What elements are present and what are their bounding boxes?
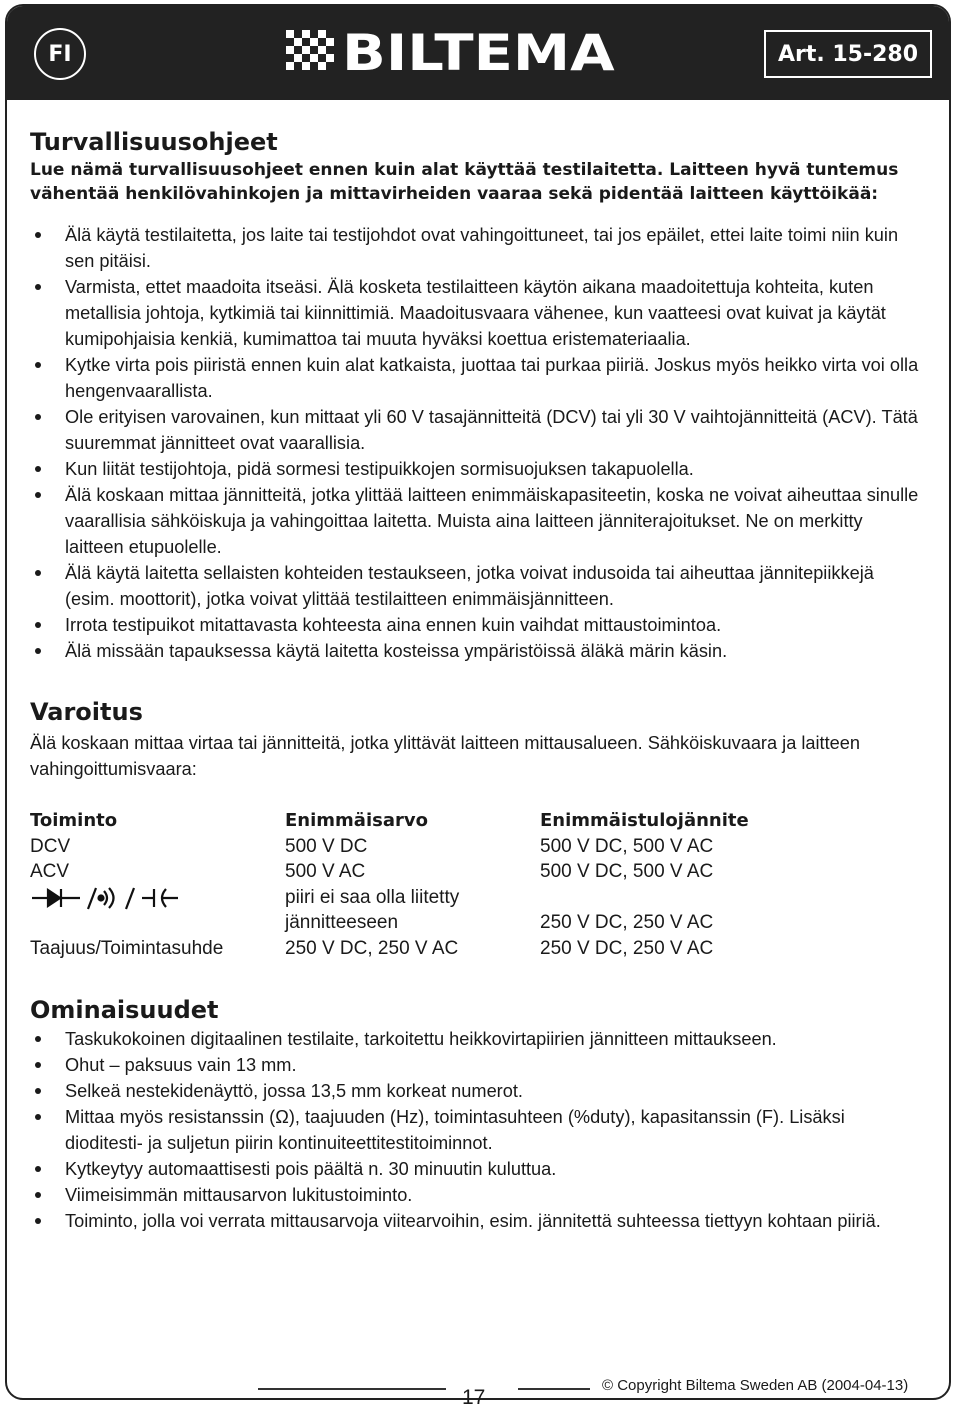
- table-row: [30, 936, 920, 962]
- features-title: Ominaisuudet: [30, 995, 219, 1024]
- table-cell: Taajuus/Toimintasuhde: [30, 937, 224, 959]
- list-item: Selkeä nestekidenäyttö, jossa 13,5 mm korkeat numerot.: [30, 1078, 920, 1104]
- features-list: [30, 1026, 920, 1234]
- page-number: 17: [462, 1386, 486, 1409]
- list-item: Irrota testipuikot mitattavasta kohteesta aina ennen kuin vaihdat mittaustoimintoa.: [30, 612, 920, 638]
- table-cell: piiri ei saa olla liitetty jännitteeseen: [285, 886, 460, 934]
- list-item: Älä missään tapauksessa käytä laitetta kosteissa ympäristöissä äläkä märin käsin.: [30, 638, 920, 664]
- footer-divider: [518, 1388, 590, 1390]
- table-cell: 250 V DC, 250 V AC: [285, 937, 459, 959]
- safety-intro: Lue nämä turvallisuusohjeet ennen kuin alat käyttää testilaitetta. Laitteen hyvä tuntemus vähentää henkilövahinkojen ja mittavirheiden vaaraa sekä pidentää laitteen käyttöikää:: [30, 160, 899, 204]
- diode-continuity-capacitor-icon: [30, 885, 190, 911]
- footer-divider: [258, 1388, 446, 1390]
- page-content: [30, 120, 920, 1234]
- table-cell: 500 V AC: [285, 861, 366, 883]
- safety-section: [30, 128, 920, 664]
- brand-logo: [282, 24, 692, 82]
- table-row: [30, 885, 920, 936]
- list-item: Ole erityisen varovainen, kun mittaat yli 60 V tasajännitteitä (DCV) tai yli 30 V vaihtojännitteitä (ACV). Tätä suuremmat jännitteet ovat vaarallisia.: [30, 404, 920, 456]
- list-item: Mittaa myös resistanssin (Ω), taajuuden (Hz), toimintasuhteen (%duty), kapasitanssin (F). Lisäksi dioditesti- ja suljetun piirin kontinuiteettitestitoiminnot.: [30, 1104, 920, 1156]
- checker-logo-icon: [282, 28, 338, 78]
- list-item: Älä käytä testilaitetta, jos laite tai testijohdot ovat vahingoittuneet, tai jos epäilet, ettei laite toimi niin kuin sen pitäisi.: [30, 222, 920, 274]
- table-row: [30, 834, 920, 860]
- list-item: Älä käytä laitetta sellaisten kohteiden testaukseen, jotka voivat indusoida tai aiheuttaa jännitepiikkejä (esim. moottorit), jotka voivat ylittää testilaitteen enimmäisjännitteen.: [30, 560, 920, 612]
- table-header: Toiminto: [30, 810, 118, 831]
- table-cell-text: 250 V DC, 250 V AC: [540, 912, 714, 934]
- copyright-notice: © Copyright Biltema Sweden AB (2004-04-13): [602, 1377, 909, 1394]
- features-section: [30, 996, 920, 1234]
- safety-list: [30, 222, 920, 664]
- list-item: Varmista, ettet maadoita itseäsi. Älä kosketa testilaitteen käytön aikana maadoitettuja kohteita, kuten metallisia johtoja, kytkimiä tai kiinnittimiä. Maadoitusvaara vähenee, kun vaatteesi ovat kuivat ja käytät kumipohjaisia kenkiä, kumimattoa tai muuta hyväksi koettua eristemateriaalia.: [30, 274, 920, 352]
- table-row: [30, 859, 920, 885]
- table-cell: 500 V DC: [285, 835, 368, 857]
- table-cell: 250 V DC, 250 V AC: [540, 937, 714, 959]
- table-cell: [30, 885, 285, 936]
- list-item: Toiminto, jolla voi verrata mittausarvoja viitearvoihin, esim. jännitettä suhteessa tiettyyn kohtaan piiriä.: [30, 1208, 920, 1234]
- list-item: Taskukokoinen digitaalinen testilaite, tarkoitettu heikkovirtapiirien jännitteen mittaukseen.: [30, 1026, 920, 1052]
- table-header-row: [30, 808, 920, 834]
- table-header: Enimmäisarvo: [285, 810, 428, 831]
- table-cell: 500 V DC, 500 V AC: [540, 861, 714, 883]
- brand-name: BILTEMA: [342, 24, 615, 82]
- list-item: Kytkeytyy automaattisesti pois päältä n. 30 minuutin kuluttua.: [30, 1156, 920, 1182]
- safety-title: Turvallisuusohjeet: [30, 128, 278, 156]
- article-number: Art. 15-280: [764, 30, 932, 78]
- list-item: Viimeisimmän mittausarvon lukitustoiminto.: [30, 1182, 920, 1208]
- table-header: Enimmäistulojännite: [540, 810, 749, 831]
- header-bar: [7, 6, 949, 100]
- table-cell: ACV: [30, 861, 70, 883]
- warning-text: Älä koskaan mittaa virtaa tai jännitteitä, jotka ylittävät laitteen mittausalueen. Sähköiskuvaara ja laitteen vahingoittumisvaara:: [30, 733, 861, 779]
- list-item: Ohut – paksuus vain 13 mm.: [30, 1052, 920, 1078]
- table-cell: DCV: [30, 835, 71, 857]
- table-cell: [540, 885, 920, 936]
- list-item: Kytke virta pois piiristä ennen kuin alat katkaista, juottaa tai purkaa piiriä. Joskus myös heikko virta voi olla hengenvaarallista.: [30, 352, 920, 404]
- list-item: Älä koskaan mittaa jännitteitä, jotka ylittää laitteen enimmäiskapasiteetin, koska ne voivat aiheuttaa sinulle vaarallisia sähköiskuja ja vahingoittaa laitetta. Muista aina laitteen jänniterajoitukset. Ne on merkitty laitteen etupuolelle.: [30, 482, 920, 560]
- language-badge: FI: [34, 28, 86, 80]
- list-item: Kun liität testijohtoja, pidä sormesi testipuikkojen sormisuojuksen takapuolella.: [30, 456, 920, 482]
- table-cell: 500 V DC, 500 V AC: [540, 835, 714, 857]
- limits-table: [30, 808, 920, 962]
- warning-title: Varoitus: [30, 698, 143, 726]
- warning-section: [30, 698, 920, 962]
